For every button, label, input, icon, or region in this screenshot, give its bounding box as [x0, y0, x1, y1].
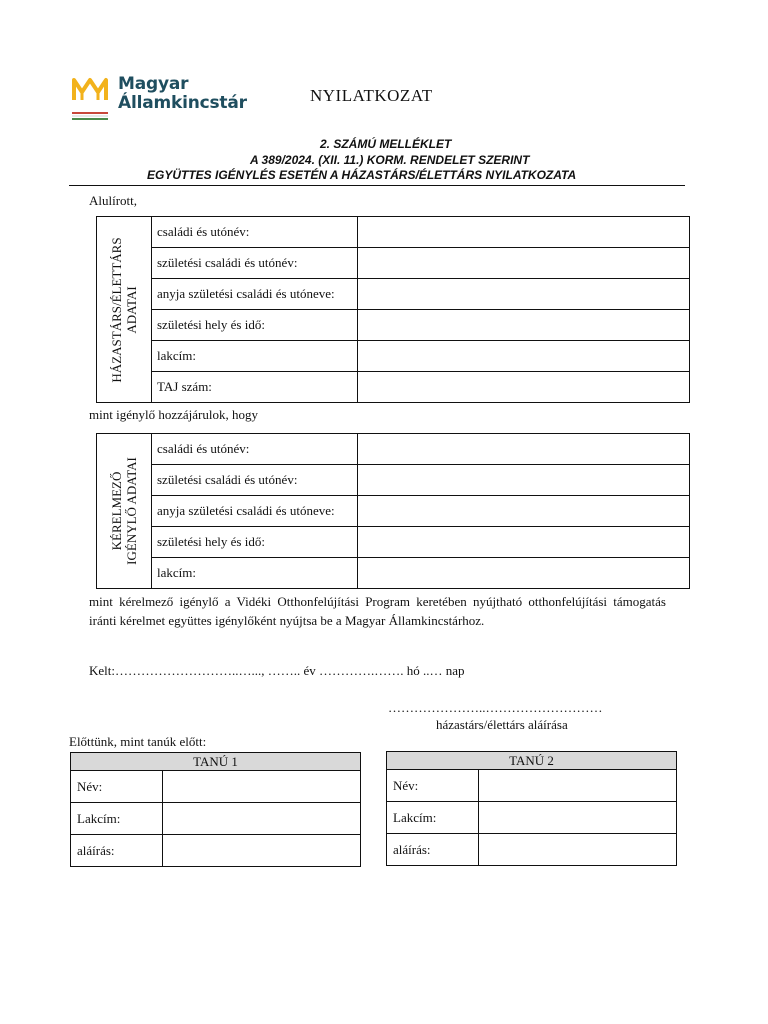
logo-flag-lines — [72, 112, 108, 121]
signature-line[interactable]: …………………..……………………… — [388, 700, 603, 715]
witness1-name-field[interactable] — [163, 771, 361, 803]
table-row — [97, 279, 690, 310]
spouse-side-label — [97, 217, 152, 403]
table-row — [97, 527, 690, 558]
witness1-table — [70, 752, 361, 867]
witness2-address-field[interactable] — [479, 802, 677, 834]
applicant-birth-place-date-field[interactable] — [358, 527, 690, 558]
logo — [72, 72, 262, 120]
table-row — [387, 802, 677, 834]
field-label: születési hely és idő: — [152, 527, 358, 558]
statement-paragraph: mint kérelmező igénylő a Vidéki Otthonfelújítási Program keretében nyújtható otthonfelújítási támogatás iránti kérelmet együttes igénylőként nyújtsa be a Magyar Államkincstárhoz. — [89, 594, 666, 628]
witness2-table — [386, 751, 677, 866]
applicant-birth-name-field[interactable] — [358, 465, 690, 496]
date-line[interactable]: Kelt:………………………..…..., …….. év ………….……. hó ..… nap — [89, 663, 465, 678]
side-label-line2: ADATAI — [124, 285, 139, 334]
spouse-taj-field[interactable] — [358, 372, 690, 403]
field-label: családi és utónév: — [152, 217, 358, 248]
witness1-title: TANÚ 1 — [71, 753, 361, 771]
table-row — [97, 372, 690, 403]
table-row — [71, 803, 361, 835]
witness1-signature-field[interactable] — [163, 835, 361, 867]
witness1-address-field[interactable] — [163, 803, 361, 835]
field-label: Lakcím: — [387, 802, 479, 834]
table-row — [71, 835, 361, 867]
field-label: Név: — [71, 771, 163, 803]
spouse-data-table — [96, 216, 690, 403]
side-label-line1: HÁZASTÁRS/ÉLETTÁRS — [109, 236, 124, 383]
field-label: lakcím: — [152, 341, 358, 372]
table-row — [97, 217, 690, 248]
applicant-address-field[interactable] — [358, 558, 690, 589]
logo-text-line2: Államkincstár — [118, 93, 247, 113]
field-label: születési családi és utónév: — [152, 248, 358, 279]
witness-intro: Előttünk, mint tanúk előtt: — [69, 734, 207, 749]
field-label: aláírás: — [387, 834, 479, 866]
field-label: Lakcím: — [71, 803, 163, 835]
side-label-line2: IGÉNYLŐ ADATAI — [124, 457, 139, 565]
field-label: anyja születési családi és utóneve: — [152, 496, 358, 527]
field-label: anyja születési családi és utóneve: — [152, 279, 358, 310]
table-row — [97, 558, 690, 589]
witness2-signature-field[interactable] — [479, 834, 677, 866]
table-row — [387, 770, 677, 802]
field-label: aláírás: — [71, 835, 163, 867]
intro-text: Alulírott, — [89, 193, 138, 208]
table-row — [97, 248, 690, 279]
applicant-name-field[interactable] — [358, 434, 690, 465]
spouse-birth-name-field[interactable] — [358, 248, 690, 279]
witness2-title: TANÚ 2 — [387, 752, 677, 770]
applicant-mother-name-field[interactable] — [358, 496, 690, 527]
signature-label: házastárs/élettárs aláírása — [436, 717, 568, 732]
annex-line-1: 2. SZÁMÚ MELLÉKLET — [320, 137, 452, 151]
table-row — [71, 753, 361, 771]
witness2-name-field[interactable] — [479, 770, 677, 802]
spouse-birth-place-date-field[interactable] — [358, 310, 690, 341]
field-label: családi és utónév: — [152, 434, 358, 465]
table-row — [387, 752, 677, 770]
table-row — [97, 434, 690, 465]
side-label-line1: KÉRELMEZŐ — [109, 471, 124, 551]
document-title: NYILATKOZAT — [310, 86, 433, 105]
table-row — [97, 310, 690, 341]
field-label: születési hely és idő: — [152, 310, 358, 341]
table-row — [71, 771, 361, 803]
crown-logo-icon — [72, 76, 108, 102]
table-row — [387, 834, 677, 866]
logo-text-line1: Magyar — [118, 74, 189, 94]
field-label: TAJ szám: — [152, 372, 358, 403]
spouse-mother-name-field[interactable] — [358, 279, 690, 310]
field-label: születési családi és utónév: — [152, 465, 358, 496]
table-row — [97, 496, 690, 527]
annex-line-2: A 389/2024. (XII. 11.) KORM. RENDELET SZERINT — [250, 153, 530, 167]
spouse-name-field[interactable] — [358, 217, 690, 248]
table-row — [97, 341, 690, 372]
consent-text: mint igénylő hozzájárulok, hogy — [89, 407, 258, 422]
header-divider — [69, 185, 685, 186]
spouse-address-field[interactable] — [358, 341, 690, 372]
applicant-side-label — [97, 434, 152, 589]
applicant-data-table — [96, 433, 690, 589]
field-label: lakcím: — [152, 558, 358, 589]
annex-line-3: EGYÜTTES IGÉNYLÉS ESETÉN A HÁZASTÁRS/ÉLETTÁRS NYILATKOZATA — [147, 168, 577, 182]
field-label: Név: — [387, 770, 479, 802]
table-row — [97, 465, 690, 496]
